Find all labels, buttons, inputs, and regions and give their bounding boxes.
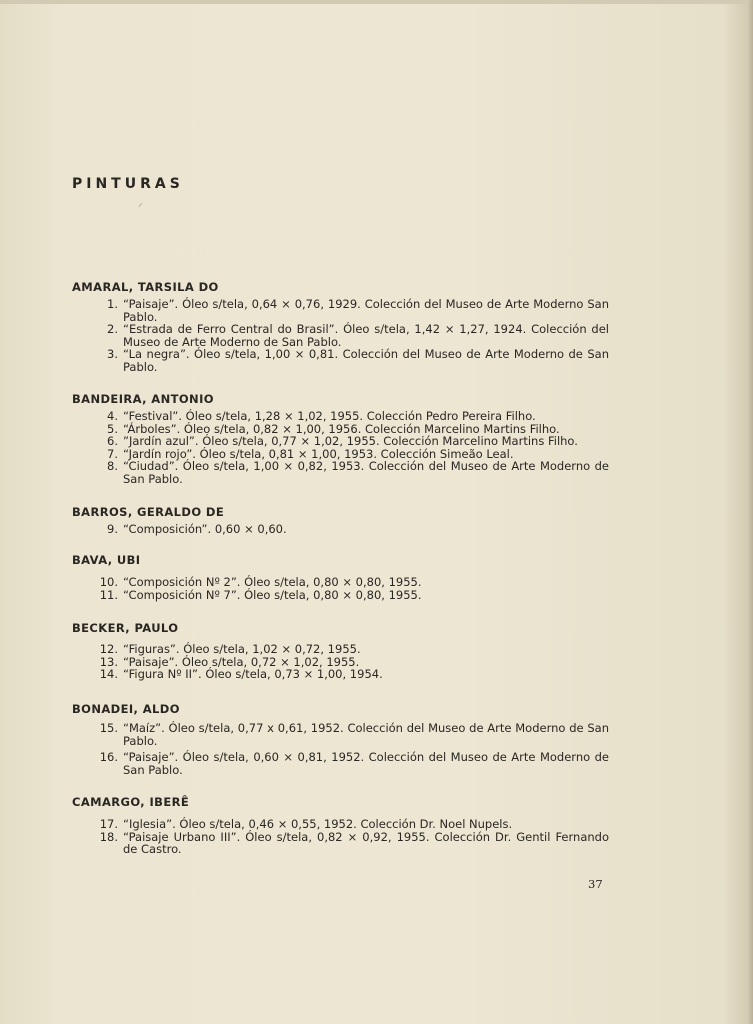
entry-text: “Paisaje Urbano III”. Óleo s/tela, 0,82 × 0,92, 1955. Colección Dr. Gentil Fernando de Castro.: [123, 829, 609, 857]
catalog-entry: [72, 818, 612, 831]
artist-section-bonadei: [72, 702, 612, 776]
catalog-entry: [72, 831, 612, 856]
entry-number: 9.: [107, 522, 118, 536]
pencil-mark-icon: ⸝: [138, 198, 143, 209]
artist-name: BAVA, UBI: [72, 553, 141, 567]
entry-text: “Estrada de Ferro Central do Brasil”. Óleo s/tela, 1,42 × 1,27, 1924. Colección del Museo de Arte Moderno de San Pablo.: [123, 322, 609, 349]
catalog-entry: [72, 722, 612, 747]
entry-number: 10.: [99, 575, 118, 589]
entry-text: “Ciudad”. Óleo s/tela, 1,00 × 0,82, 1953. Colección del Museo de Arte Moderno de San Pablo.: [123, 459, 609, 486]
entry-text: “Paisaje”. Óleo s/tela, 0,72 × 1,02, 1955.: [123, 654, 360, 669]
entry-text: “Paisaje”. Óleo s/tela, 0,64 × 0,76, 1929. Colección del Museo de Arte Moderno San Pablo.: [123, 297, 609, 324]
entry-number: 2.: [107, 322, 118, 337]
entry-text: “Maíz”. Óleo s/tela, 0,77 x 0,61, 1952. Colección del Museo de Arte Moderno de San Pablo.: [123, 721, 609, 748]
entry-text: “Composición”. 0,60 × 0,60.: [123, 522, 287, 536]
entry-number: 6.: [107, 434, 118, 449]
page-top-edge: [0, 0, 753, 4]
artist-name: BONADEI, ALDO: [72, 702, 180, 716]
artist-name: BARROS, GERALDO DE: [72, 505, 225, 519]
catalog-entry: [72, 668, 612, 681]
entry-text: “Composición Nº 7”. Óleo s/tela, 0,80 × 0,80, 1955.: [123, 587, 422, 602]
artist-name: CAMARGO, IBERÊ: [72, 795, 190, 809]
entry-text: ”Jardín azul”. Óleo s/tela, 0,77 × 1,02, 1955. Colección Marcelino Martins Filho.: [123, 434, 578, 449]
artist-name: BECKER, PAULO: [72, 621, 179, 635]
entry-number: 4.: [107, 409, 118, 423]
entry-number: 12.: [99, 642, 118, 656]
entry-number: 1.: [107, 297, 118, 311]
entry-text: “Iglesia”. Óleo s/tela, 0,46 × 0,55, 1952. Colección Dr. Noel Nupels.: [123, 817, 513, 831]
entry-number: 11.: [99, 587, 118, 602]
entry-text: “Jardín rojo”. Óleo s/tela, 0,81 × 1,00, 1953. Colección Simeão Leal.: [123, 446, 514, 461]
catalog-entry: [72, 576, 612, 589]
catalog-entry: [72, 460, 612, 485]
catalog-entry: [72, 435, 612, 448]
artist-section-barros: [72, 505, 612, 536]
catalog-entry: [72, 643, 612, 656]
catalog-entry: [72, 323, 612, 348]
entry-number: 8.: [107, 459, 118, 474]
entry-number: 5.: [107, 421, 118, 436]
catalog-entry: [72, 410, 612, 423]
entry-number: 7.: [107, 446, 118, 461]
catalog-entry: [72, 523, 612, 536]
catalog-entry: [72, 298, 612, 323]
page-number: 37: [588, 877, 603, 891]
page-title: PINTURAS: [72, 176, 184, 192]
catalog-entry: [72, 348, 612, 373]
artist-section-bava: [72, 553, 612, 601]
entry-text: “Composición Nº 2”. Óleo s/tela, 0,80 × 0,80, 1955.: [123, 575, 422, 589]
artist-section-amaral: [72, 280, 612, 374]
catalog-entry: [72, 589, 612, 602]
entry-number: 18.: [99, 829, 118, 844]
artist-name: AMARAL, TARSILA DO: [72, 280, 219, 294]
entry-text: “Paisaje”. Óleo s/tela, 0,60 × 0,81, 1952. Colección del Museo de Arte Moderno de San Pablo.: [123, 750, 609, 777]
entry-number: 13.: [99, 654, 118, 669]
entry-text: “Figura Nº II”. Óleo s/tela, 0,73 × 1,00, 1954.: [123, 667, 383, 682]
entry-number: 15.: [99, 721, 118, 735]
entry-number: 3.: [107, 347, 118, 362]
artist-section-becker: [72, 621, 612, 681]
entry-number: 14.: [99, 667, 118, 682]
artist-name: BANDEIRA, ANTONIO: [72, 392, 214, 406]
entry-text: “La negra”. Óleo s/tela, 1,00 × 0,81. Colección del Museo de Arte Moderno de San Pablo.: [123, 347, 609, 374]
entry-number: 17.: [99, 817, 118, 831]
entry-text: “Figuras”. Óleo s/tela, 1,02 × 0,72, 1955.: [123, 642, 361, 656]
artist-section-bandeira: [72, 392, 612, 486]
entry-number: 16.: [99, 750, 118, 765]
artist-section-camargo: [72, 795, 612, 856]
entry-text: “Árboles”. Óleo s/tela, 0,82 × 1,00, 1956. Colección Marcelino Martins Filho.: [123, 421, 560, 436]
catalog-entry: [72, 751, 612, 776]
entry-text: “Festival”. Óleo s/tela, 1,28 × 1,02, 1955. Colección Pedro Pereira Filho.: [123, 409, 536, 423]
page-right-edge: [747, 0, 753, 1024]
